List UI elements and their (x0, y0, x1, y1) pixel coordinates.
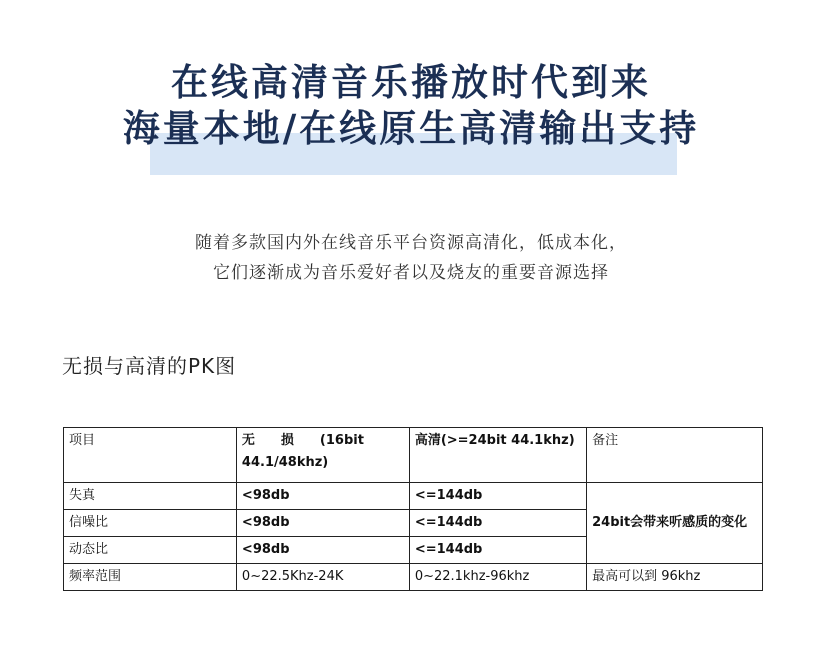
hero-title-line-2: 海量本地/在线原生高清输出支持 (122, 107, 700, 150)
row-lossless: 0~22.5Khz-24K (236, 564, 409, 591)
row-item: 信噪比 (64, 510, 237, 537)
hero-title-line-1: 在线高清音乐播放时代到来 (171, 61, 651, 104)
row-item: 频率范围 (64, 564, 237, 591)
table-row (64, 564, 763, 591)
row-lossless: <98db (236, 483, 409, 510)
intro-text-line-1: 随着多款国内外在线音乐平台资源高清化，低成本化， (195, 233, 627, 253)
merged-note-cell: 24bit会带来听感质的变化 (587, 483, 763, 564)
comparison-table (63, 427, 763, 591)
intro-text-line-2: 它们逐渐成为音乐爱好者以及烧友的重要音源选择 (213, 263, 609, 283)
table-header-row (64, 428, 763, 483)
header-item: 项目 (64, 428, 237, 483)
row-lossless: <98db (236, 537, 409, 564)
row-hd: <=144db (409, 483, 586, 510)
row-item: 动态比 (64, 537, 237, 564)
row-note: 最高可以到 96khz (587, 564, 763, 591)
header-note: 备注 (587, 428, 763, 483)
row-hd: <=144db (409, 510, 586, 537)
row-lossless: <98db (236, 510, 409, 537)
hero-title (0, 60, 822, 152)
table-row (64, 483, 763, 510)
row-hd: <=144db (409, 537, 586, 564)
row-hd: 0~22.1khz-96khz (409, 564, 586, 591)
intro-text (0, 228, 822, 288)
header-lossless: 无 损 (16bit 44.1/48khz) (236, 428, 409, 483)
header-hd: 高清(>=24bit 44.1khz) (409, 428, 586, 483)
section-title: 无损与高清的PK图 (62, 354, 237, 378)
row-item: 失真 (64, 483, 237, 510)
